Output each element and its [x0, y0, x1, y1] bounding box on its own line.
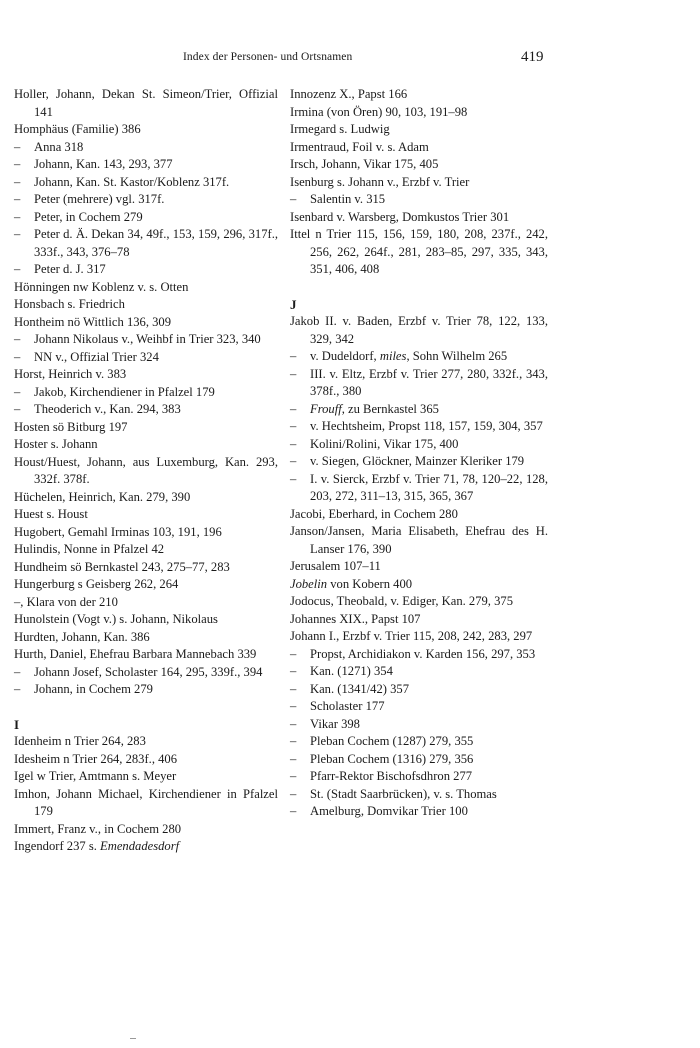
index-subentry [14, 209, 278, 227]
index-entry [290, 506, 548, 524]
index-subentry [14, 191, 278, 209]
index-entry [290, 593, 548, 611]
entry-text: Theoderich v., Kan. 294, 383 [34, 402, 181, 416]
entry-text: Irmegard s. Ludwig [290, 122, 390, 136]
subentry-dash: – [290, 192, 297, 206]
index-entry [14, 419, 278, 437]
index-entry [14, 559, 278, 577]
entry-text: Janson/Jansen, Maria Elisabeth, Ehefrau des H. Lanser 176, 390 [290, 524, 548, 556]
subentry-dash: – [290, 699, 297, 713]
index-subentry [290, 786, 548, 804]
subentry-dash: – [290, 734, 297, 748]
index-subentry [290, 348, 548, 366]
subentry-dash: – [290, 471, 297, 486]
entry-text: Houst/Huest, Johann, aus Luxemburg, Kan. 293, 332f. 378f. [14, 454, 278, 486]
entry-text: v. Hechtsheim, Propst 118, 157, 159, 304, 357 [310, 419, 543, 433]
index-entry [14, 629, 278, 647]
subentry-dash: – [14, 227, 21, 241]
entry-text: Jodocus, Theobald, v. Ediger, Kan. 279, 375 [290, 594, 513, 608]
entry-text: Johannes XIX., Papst 107 [290, 611, 421, 626]
entry-text: Huest s. Houst [14, 507, 88, 521]
index-subentry [290, 401, 548, 419]
subentry-dash: – [14, 402, 21, 416]
index-subentry [290, 191, 548, 209]
entry-text: Holler, Johann, Dekan St. Simeon/Trier, Offizial 141 [14, 87, 278, 119]
index-subentry [290, 751, 548, 769]
entry-text: St. (Stadt Saarbrücken), v. s. Thomas [310, 786, 497, 801]
index-entry [290, 313, 548, 348]
index-subentry [290, 663, 548, 681]
index-entry [14, 296, 278, 314]
entry-text: –, Klara von der 210 [14, 594, 118, 609]
subentry-dash: – [290, 786, 297, 801]
entry-text: Peter d. Ä. Dekan 34, 49f., 153, 159, 296, 317f., 333f., 343, 376–78 [34, 227, 278, 259]
entry-text: Immert, Franz v., in Cochem 280 [14, 821, 182, 836]
subentry-dash: – [290, 646, 297, 661]
subentry-dash: – [14, 157, 21, 171]
subentry-dash: – [14, 384, 21, 399]
index-entry [14, 576, 278, 594]
entry-text: Kolini/Rolini, Vikar 175, 400 [310, 436, 459, 451]
index-subentry [14, 384, 278, 402]
index-entry [14, 121, 278, 139]
index-entry [14, 646, 278, 664]
index-column-right [290, 86, 548, 821]
entry-text: Kan. (1341/42) 357 [310, 681, 409, 696]
entry-text: Johann, in Cochem 279 [34, 682, 153, 696]
subentry-dash: – [14, 262, 21, 276]
running-title: Index der Personen- und Ortsnamen [183, 51, 353, 63]
index-subentry [14, 349, 278, 367]
entry-text-rest: von Kobern 400 [327, 576, 413, 591]
subentry-dash: – [290, 769, 297, 783]
entry-italic-text: Frouff [310, 401, 342, 416]
entry-text: Idesheim n Trier 264, 283f., 406 [14, 751, 178, 766]
index-entry [14, 594, 278, 612]
index-subentry [14, 331, 278, 349]
index-entry [290, 576, 548, 594]
entry-text: Hüchelen, Heinrich, Kan. 279, 390 [14, 489, 191, 504]
index-subentry [14, 681, 278, 699]
index-subentry [14, 174, 278, 192]
entry-text-rest: , zu Bernkastel 365 [341, 401, 439, 416]
entry-text: Pleban Cochem (1316) 279, 356 [310, 751, 474, 766]
index-subentry [14, 664, 278, 682]
index-subentry [290, 366, 548, 401]
entry-text: Hurth, Daniel, Ehefrau Barbara Mannebach 339 [14, 647, 257, 661]
entry-text: Johann Nikolaus v., Weihbf in Trier 323, 340 [34, 332, 261, 346]
index-entry [14, 279, 278, 297]
entry-text: Hundheim sö Bernkastel 243, 275–77, 283 [14, 559, 230, 574]
entry-text: v. Dudeldorf, [310, 349, 380, 363]
entry-text: Honsbach s. Friedrich [14, 297, 125, 311]
entry-text: Isenburg s. Johann v., Erzbf v. Trier [290, 174, 470, 189]
index-entry [14, 506, 278, 524]
index-entry [14, 454, 278, 489]
entry-text: I. v. Sierck, Erzbf v. Trier 71, 78, 120–22, 128, 203, 272, 311–13, 315, 365, 367 [310, 471, 548, 503]
entry-text: Hurdten, Johann, Kan. 386 [14, 629, 150, 644]
entry-text: NN v., Offizial Trier 324 [34, 349, 159, 364]
entry-text: Irmentraud, Foil v. s. Adam [290, 139, 429, 154]
entry-text-rest: , Sohn Wilhelm 265 [406, 349, 508, 363]
entry-text: Ingendorf 237 s. [14, 839, 101, 853]
index-subentry [14, 156, 278, 174]
subentry-dash: – [290, 349, 297, 363]
entry-text: Jerusalem 107–11 [290, 559, 381, 573]
index-entry [290, 174, 548, 192]
index-entry [290, 558, 548, 576]
entry-text: Scholaster 177 [310, 699, 385, 713]
subentry-dash: – [290, 681, 297, 696]
footer-mark [130, 1038, 136, 1039]
entry-text: Irmina (von Ören) 90, 103, 191–98 [290, 104, 468, 119]
index-subentry [14, 139, 278, 157]
entry-text: Idenheim n Trier 264, 283 [14, 734, 146, 748]
subentry-dash: – [14, 332, 21, 346]
index-entry [290, 523, 548, 558]
index-subentry [290, 471, 548, 506]
index-entry [290, 156, 548, 174]
entry-text: Peter, in Cochem 279 [34, 209, 143, 224]
entry-text: Vikar 398 [310, 716, 360, 731]
entry-text: Anna 318 [34, 139, 84, 154]
index-entry [14, 541, 278, 559]
entry-text: Salentin v. 315 [310, 192, 386, 206]
subentry-dash: – [14, 682, 21, 696]
index-subentry [290, 716, 548, 734]
entry-text: Igel w Trier, Amtmann s. Meyer [14, 769, 177, 783]
entry-text: Hoster s. Johann [14, 437, 98, 451]
subentry-dash: – [290, 436, 297, 451]
index-entry [290, 121, 548, 139]
subentry-dash: – [290, 366, 297, 381]
index-subentry [290, 418, 548, 436]
index-subentry [290, 768, 548, 786]
section-gap [290, 279, 548, 296]
subentry-dash: – [290, 401, 297, 416]
entry-text: Johann I., Erzbf v. Trier 115, 208, 242, 283, 297 [290, 629, 533, 643]
entry-text: Amelburg, Domvikar Trier 100 [310, 804, 468, 818]
entry-text: Propst, Archidiakon v. Karden 156, 297, 353 [310, 646, 536, 661]
index-subentry [290, 803, 548, 821]
entry-text: Imhon, Johann Michael, Kirchendiener in Pfalzel 179 [14, 786, 278, 818]
index-entry [290, 628, 548, 646]
entry-text: III. v. Eltz, Erzbf v. Trier 277, 280, 332f., 343, 378f., 380 [310, 366, 548, 398]
index-subentry [290, 436, 548, 454]
subentry-dash: – [290, 716, 297, 731]
index-subentry [290, 698, 548, 716]
subentry-dash: – [290, 664, 297, 678]
entry-text: Hungerburg s Geisberg 262, 264 [14, 577, 179, 591]
index-subentry [290, 681, 548, 699]
index-entry [14, 733, 278, 751]
subentry-dash: – [14, 139, 21, 154]
subentry-dash: – [14, 209, 21, 224]
entry-text: Hönningen nw Koblenz v. s. Otten [14, 279, 189, 294]
subentry-dash: – [14, 192, 21, 206]
entry-text: Jacobi, Eberhard, in Cochem 280 [290, 506, 458, 521]
section-letter: I [14, 716, 20, 732]
entry-text: Jakob II. v. Baden, Erzbf v. Trier 78, 122, 133, 329, 342 [290, 314, 548, 346]
subentry-dash: – [14, 174, 21, 189]
index-entry [290, 226, 548, 279]
entry-text: Hunolstein (Vogt v.) s. Johann, Nikolaus [14, 612, 218, 626]
entry-text: Ittel n Trier 115, 156, 159, 180, 208, 237f., 242, 256, 262, 264f., 281, 283–85, 297, 335, 343, 351, 406, 408 [290, 227, 548, 276]
index-entry [14, 366, 278, 384]
subentry-dash: – [14, 349, 21, 364]
subentry-dash: – [290, 419, 297, 433]
entry-text: Homphäus (Familie) 386 [14, 122, 141, 136]
entry-text: Jakob, Kirchendiener in Pfalzel 179 [34, 384, 215, 399]
index-entry [14, 436, 278, 454]
entry-italic-text: miles [379, 349, 407, 363]
index-entry [14, 821, 278, 839]
entry-text: Kan. (1271) 354 [310, 664, 393, 678]
entry-text: Peter (mehrere) vgl. 317f. [34, 192, 165, 206]
subentry-dash: – [14, 664, 21, 679]
entry-text: Isenbard v. Warsberg, Domkustos Trier 301 [290, 209, 510, 224]
index-subentry [14, 226, 278, 261]
entry-text: Irsch, Johann, Vikar 175, 405 [290, 157, 439, 171]
entry-text: Peter d. J. 317 [34, 262, 106, 276]
index-entry [14, 86, 278, 121]
index-entry [14, 751, 278, 769]
index-entry [290, 209, 548, 227]
index-entry [14, 838, 278, 856]
index-entry [14, 314, 278, 332]
entry-text: Horst, Heinrich v. 383 [14, 367, 127, 381]
entry-italic-text: Emendadesdorf [100, 839, 180, 853]
index-entry [290, 104, 548, 122]
index-subentry [14, 261, 278, 279]
entry-text: Hontheim nö Wittlich 136, 309 [14, 314, 172, 329]
index-subentry [290, 453, 548, 471]
index-entry [14, 786, 278, 821]
index-entry [14, 489, 278, 507]
index-entry [290, 611, 548, 629]
subentry-dash: – [290, 804, 297, 818]
entry-text: Hosten sö Bitburg 197 [14, 419, 128, 434]
index-column-left [14, 86, 278, 856]
index-entry [14, 611, 278, 629]
subentry-dash: – [290, 454, 297, 468]
entry-text: Hugobert, Gemahl Irminas 103, 191, 196 [14, 524, 222, 539]
index-subentry [290, 733, 548, 751]
entry-text: Johann, Kan. St. Kastor/Koblenz 317f. [34, 174, 230, 189]
entry-text: v. Siegen, Glöckner, Mainzer Kleriker 179 [310, 454, 525, 468]
entry-text: Hulindis, Nonne in Pfalzel 42 [14, 542, 165, 556]
index-entry [290, 139, 548, 157]
section-gap [14, 699, 278, 716]
index-subentry [14, 401, 278, 419]
entry-text: Innozenz X., Papst 166 [290, 87, 408, 101]
index-entry [14, 524, 278, 542]
entry-italic-text: Jobelin [290, 576, 328, 591]
index-entry [290, 86, 548, 104]
page-header [0, 49, 700, 71]
subentry-dash: – [290, 751, 297, 766]
index-subentry [290, 646, 548, 664]
entry-text: Pleban Cochem (1287) 279, 355 [310, 734, 474, 748]
entry-text: Johann Josef, Scholaster 164, 295, 339f., 394 [34, 664, 263, 679]
index-entry [14, 768, 278, 786]
entry-text: Pfarr-Rektor Bischofsdhron 277 [310, 769, 473, 783]
page-number: 419 [521, 49, 544, 65]
section-letter: J [290, 296, 297, 312]
entry-text: Johann, Kan. 143, 293, 377 [34, 157, 173, 171]
